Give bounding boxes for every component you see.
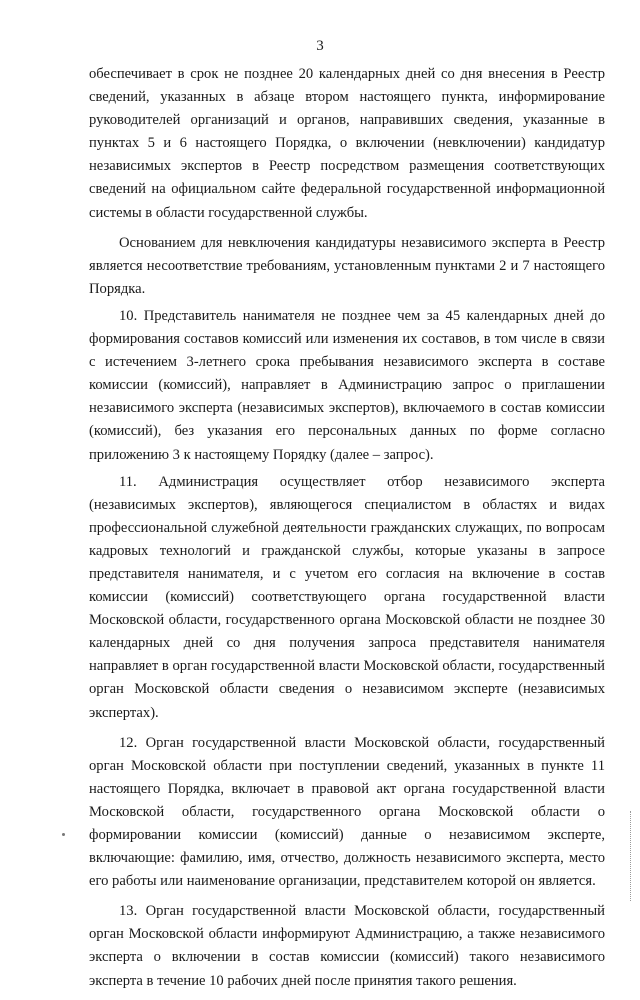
paragraph-continuation: обеспечивает в срок не позднее 20 календарных дней со дня внесения в Реестр сведений, указанных в абзаце втором настоящего пункта, информирование руководителей организаций и органов, направивших сведения, указанные в пунктах 5 и 6 настоящего Порядка, о включении (невключении) кандидатур независимых экспертов в Реестр посредством размещения соответствующих сведений на официальном сайте федеральной государственной информационной системы в области государственной службы. [89,66,605,221]
page-number: 3 [316,38,324,54]
paragraph-11: 11. Администрация осуществляет отбор независимого эксперта (независимых экспертов), являющегося специалистом в областях и видах профессиональной служебной деятельности гражданских служащих, по вопросам кадровых технологий и гражданской службы, которые указаны в запросе представителя нанимателя, и с учетом его согласия на включение в состав комиссии (комиссий) соответствующего органа государственной власти Московской области, государственного органа Московской области не позднее 30 календарных дней со дня получения запроса представителя нанимателя направляет в орган государственной власти Московской области, государственный орган Московской области сведения о независимом эксперте (независимых экспертах). [89,473,605,721]
paragraph-grounds-for-exclusion: Основанием для невключения кандидатуры независимого эксперта в Реестр является несоответствие требованиям, установленным пунктами 2 и 7 настоящего Порядка. [89,234,605,297]
document-body [89,63,605,1000]
paragraph-13: 13. Орган государственной власти Московской области, государственный орган Московской области информируют Администрацию, а также независимого эксперта о включении в состав комиссии (комиссий) такого независимого эксперта в течение 10 рабочих дней после принятия такого решения. [89,903,605,989]
paragraph-12: 12. Орган государственной власти Московской области, государственный орган Московской области при поступлении сведений, указанных в пункте 11 настоящего Порядка, включает в правовой акт органа государственной власти Московской области, государственного органа Московской области о формировании комиссии (комиссий) данные о независимом эксперте, включающие: фамилию, имя, отчество, должность независимого эксперта, место его работы или наименование организации, представителем которой он является. [89,734,605,890]
scan-edge-mark [630,811,634,901]
scan-speck [62,833,65,836]
paragraph-10: 10. Представитель нанимателя не позднее чем за 45 календарных дней до формирования составов комиссий или изменения их составов, в том числе в связи с истечением 3-летнего срока пребывания независимого эксперта в составе комиссии (комиссий), направляет в Администрацию запрос о приглашении независимого эксперта (независимых экспертов), включаемого в состав комиссии (комиссий), без указания его персональных данных по форме согласно приложению 3 к настоящему Порядку (далее – запрос). [89,307,605,463]
